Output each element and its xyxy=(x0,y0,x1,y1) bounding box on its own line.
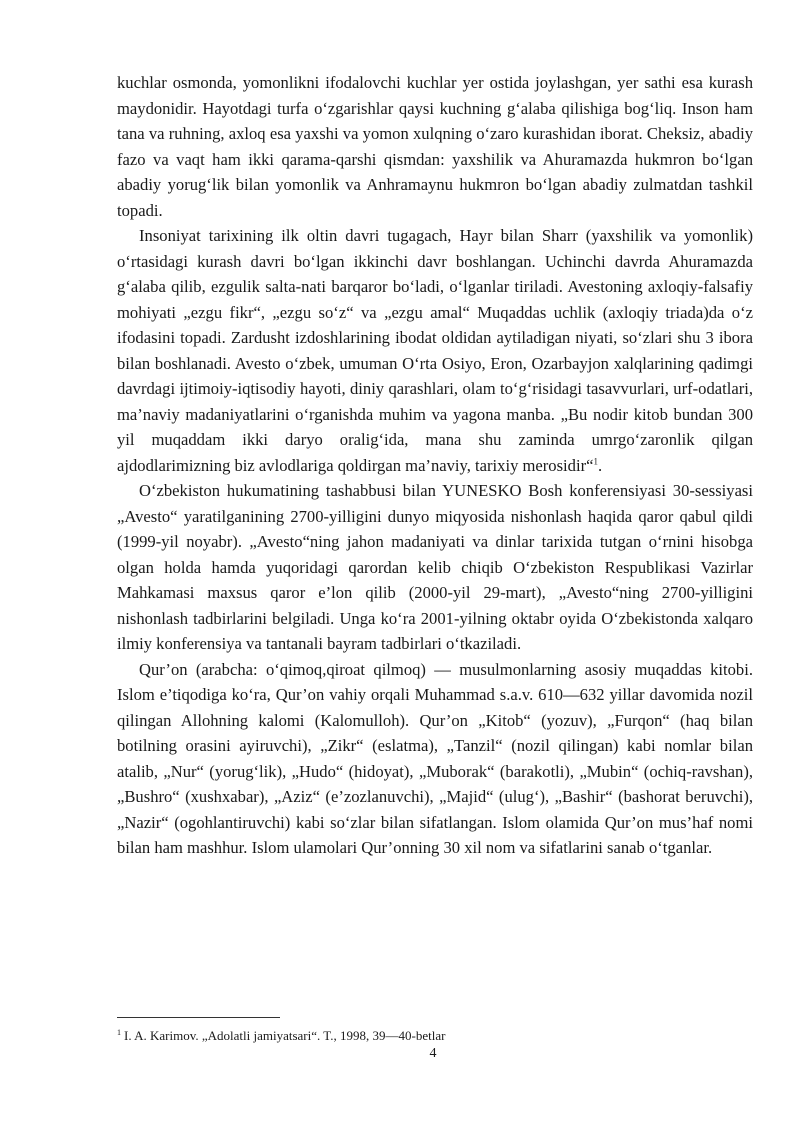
paragraph-text: Qur’on (arabcha: o‘qimoq,qiroat qilmoq) — musulmonlarning asosiy muqaddas kitobi. Islom e’tiqodiga ko‘ra, Qur’on vahiy orqali Muhammad s.a.v. 610—632 yillar davomida nozil qilingan Allohning kalomi (Kalomulloh). Qur’on „Kitob“ (yozuv), „Furqon“ (haq bilan botilning orasini ayiruvchi), „Zikr“ (eslatma), „Tanzil“ (nozil qilingan) kabi nomlar bilan atalib, „Nur“ (yorug‘lik), „Hudo“ (hidoyat), „Muborak“ (barakotli), „Mubin“ (ochiq-ravshan), „Bushro“ (xushxabar), „Aziz“ (e’zozlanuvchi), „Majid“ (ulug‘), „Bashir“ (bashorat beruvchi), „Nazir“ (ogohlantiruvchi) kabi so‘zlar bilan sifatlangan. Islom olamida Qur’on mus’haf nomi bilan ham mashhur. Islom ulamolari Qur’onning 30 xil nom va sifatlarini sanab o‘tganlar. xyxy=(117,659,753,857)
footnote-text: I. A. Karimov. „Adolatli jamiyatsari“. T., 1998, 39—40-betlar xyxy=(124,1028,446,1043)
footnote xyxy=(117,1028,445,1044)
paragraph-avesto-history xyxy=(117,223,753,478)
paragraph-unesco-anniversary xyxy=(117,478,753,657)
paragraph-quran xyxy=(117,657,753,861)
body-text xyxy=(117,70,753,861)
paragraph-end: . xyxy=(597,455,603,475)
footnote-reference: 1 xyxy=(593,455,598,466)
page-number: 4 xyxy=(429,1046,437,1061)
footnote-number: 1 xyxy=(117,1027,121,1037)
paragraph-avesto-cosmology xyxy=(117,70,753,223)
footnote-separator xyxy=(117,1017,280,1018)
paragraph-text: Insoniyat tarixining ilk oltin davri tugagach, Hayr bilan Sharr (yaxshilik va yomonlik) o‘rtasidagi kurash davri bo‘lgan ikkinchi davr boshlangan. Uchinchi davrda Ahuramazda g‘alaba qilib, ezgulik salta-nati barqaror bo‘ladi, o‘lganlar tiriladi. Avestoning axloqiy-falsafiy mohiyati „ezgu fikr“, „ezgu so‘z“ va „ezgu amal“ Muqaddas uchlik (axloqiy triada)da o‘z ifodasini topadi. Zardusht izdoshlarining ibodat oldidan aytiladigan niyati, so‘zlari shu 3 ibora bilan boshlanadi. Avesto o‘zbek, umuman O‘rta Osiyo, Eron, Ozarbayjon xalqlarining qadimgi davrdagi ijtimoiy-iqtisodiy hayoti, diniy qarashlari, olam to‘g‘risidagi tasavvurlari, urf-odatlari, ma’naviy madaniyatlarini o‘rganishda muhim va yagona manba. „Bu nodir kitob bundan 300 yil muqaddam ikki daryo oralig‘ida, mana shu zaminda umrgo‘zaronlik qilgan ajdodlarimizning biz avlodlariga qoldirgan ma’naviy, tarixiy merosidir“ xyxy=(117,226,753,475)
paragraph-text: kuchlar osmonda, yomonlikni ifodalovchi kuchlar yer ostida joylashgan, yer sathi esa kurash maydonidir. Hayotdagi turfa o‘zgarishlar qaysi kuchning g‘alaba qilishiga bog‘liq. Inson ham tana va ruhning, axloq esa yaxshi va yomon xulqning o‘zaro kurashidan iborat. Cheksiz, abadiy fazo va vaqt ham ikki qarama-qarshi qismdan: yaxshilik va Ahuramazda hukmron bo‘lgan abadiy yorug‘lik bilan yomonlik va Anhramaynu hukmron bo‘lgan abadiy zulmatdan tashkil topadi. xyxy=(117,73,753,220)
paragraph-text: O‘zbekiston hukumatining tashabbusi bilan YUNESKO Bosh konferensiyasi 30-sessiyasi „Avesto“ yaratilganining 2700-yilligini dunyo miqyosida nishonlash haqida qaror qabul qildi (1999-yil noyabr). „Avesto“ning jahon madaniyati va dinlar tarixida tutgan o‘rnini hisobga olgan holda hamda yuqoridagi qarordan kelib chiqib O‘zbekiston Respublikasi Vazirlar Mahkamasi maxsus qaror e’lon qilib (2000-yil 29-mart), „Avesto“ning 2700-yilligini nishonlash tadbirlarini belgiladi. Unga ko‘ra 2001-yilning oktabr oyida O‘zbekistonda xalqaro ilmiy konferensiya va tantanali bayram tadbirlari o‘tkaziladi. xyxy=(117,481,753,653)
